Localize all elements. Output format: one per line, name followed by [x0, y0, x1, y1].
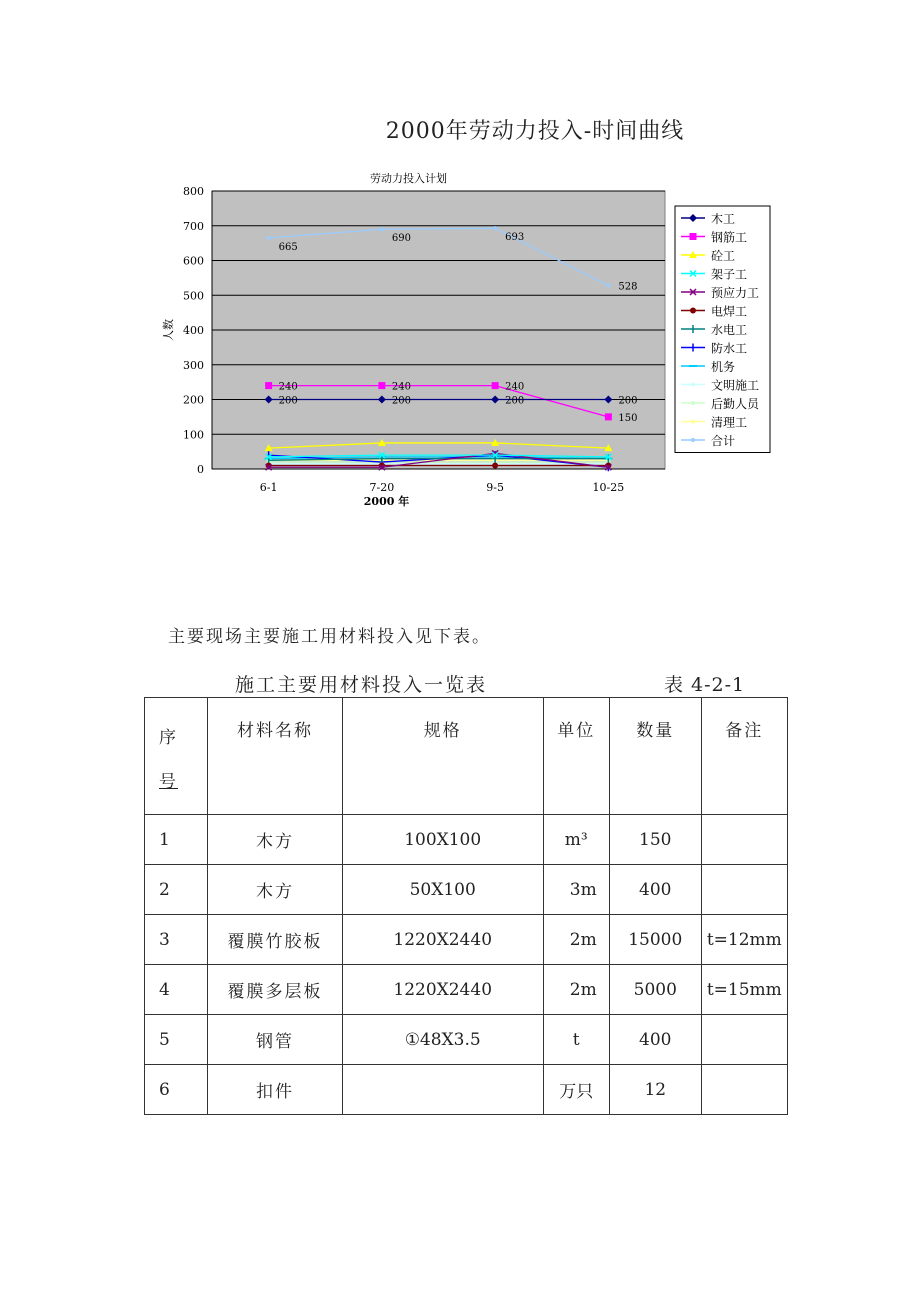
intro-paragraph: 主要现场主要施工用材料投入见下表。 — [168, 627, 491, 647]
cell-name: 木方 — [208, 865, 343, 915]
table-row — [145, 1065, 788, 1115]
header-qty: 数量 — [609, 698, 701, 815]
cell-name: 木方 — [208, 815, 343, 865]
data-label: 665 — [278, 241, 298, 253]
y-tick-label: 400 — [183, 324, 204, 337]
series-point — [492, 463, 498, 469]
table-row — [145, 915, 788, 965]
cell-seq: 6 — [145, 1065, 208, 1115]
cell-unit: 2m — [543, 915, 609, 965]
x-tick-label: 7-20 — [369, 481, 395, 494]
data-label: 528 — [618, 281, 638, 293]
cell-seq: 3 — [145, 915, 208, 965]
cell-qty: 150 — [609, 815, 701, 865]
table-row — [145, 815, 788, 865]
data-label: 200 — [505, 395, 525, 407]
y-axis-title: 人数 — [162, 319, 175, 341]
series-point — [265, 382, 272, 389]
cell-seq: 4 — [145, 965, 208, 1015]
cell-unit: 2m — [543, 965, 609, 1015]
legend-label: 水电工 — [711, 323, 748, 337]
series-point — [691, 420, 695, 424]
y-tick-label: 200 — [183, 393, 204, 407]
header-spec: 规格 — [342, 698, 543, 815]
y-tick-label: 500 — [183, 289, 204, 303]
y-tick-label: 700 — [183, 219, 204, 233]
table-row — [145, 865, 788, 915]
y-tick-label: 100 — [183, 428, 204, 442]
data-label: 200 — [391, 395, 411, 407]
y-tick-label: 300 — [183, 358, 204, 372]
data-label: 240 — [278, 381, 298, 393]
x-axis-title: 2000 年 — [363, 495, 410, 508]
data-label: 240 — [505, 381, 525, 393]
cell-qty: 12 — [609, 1065, 701, 1115]
series-point — [492, 382, 499, 389]
series-point — [378, 382, 385, 389]
table-row — [145, 965, 788, 1015]
cell-qty: 400 — [609, 865, 701, 915]
cell-qty: 5000 — [609, 965, 701, 1015]
cell-name: 钢管 — [208, 1015, 343, 1065]
x-tick-label: 9-5 — [486, 481, 504, 494]
cell-name: 覆膜竹胶板 — [208, 915, 343, 965]
series-point — [267, 236, 271, 240]
cell-unit: m³ — [543, 815, 609, 865]
header-unit: 单位 — [543, 698, 609, 815]
page-title: 2000年劳动力投入-时间曲线 — [385, 119, 685, 144]
y-tick-label: 800 — [183, 185, 204, 198]
series-point — [690, 233, 697, 240]
data-label: 200 — [278, 395, 298, 407]
cell-name: 扣件 — [208, 1065, 343, 1115]
series-point — [493, 226, 497, 230]
cell-spec: 1220X2440 — [342, 965, 543, 1015]
series-point — [691, 383, 695, 387]
legend-label: 架子工 — [711, 267, 748, 282]
table-number: 表 4-2-1 — [664, 674, 746, 696]
materials-table — [144, 697, 788, 1115]
series-point — [380, 227, 384, 231]
series-point — [690, 308, 696, 314]
cell-spec: 50X100 — [342, 865, 543, 915]
data-label: 200 — [618, 395, 638, 407]
x-tick-label: 6-1 — [259, 481, 278, 494]
cell-note: t=12mm — [701, 915, 787, 965]
series-point — [605, 413, 612, 420]
legend-label: 砼工 — [711, 249, 736, 263]
header-seq — [145, 698, 208, 815]
data-label: 690 — [391, 233, 411, 245]
legend-label: 后勤人员 — [711, 397, 760, 411]
legend-label: 文明施工 — [711, 378, 760, 393]
cell-note — [701, 815, 787, 865]
data-label: 693 — [505, 232, 525, 244]
legend-label: 机务 — [711, 360, 736, 374]
cell-unit: 3m — [543, 865, 609, 915]
table-header-row — [145, 698, 788, 815]
cell-note — [701, 1065, 787, 1115]
header-note: 备注 — [701, 698, 787, 815]
legend-label: 清理工 — [711, 415, 748, 430]
legend-label: 预应力工 — [711, 286, 760, 300]
cell-seq: 5 — [145, 1015, 208, 1065]
header-name: 材料名称 — [208, 698, 343, 815]
y-tick-label: 600 — [183, 254, 204, 268]
cell-spec: 1220X2440 — [342, 915, 543, 965]
cell-name: 覆膜多层板 — [208, 965, 343, 1015]
series-point — [691, 401, 695, 405]
header-seq-bottom: 号 — [159, 772, 178, 792]
legend-label: 木工 — [711, 212, 736, 226]
cell-spec: 100X100 — [342, 815, 543, 865]
cell-note: t=15mm — [701, 965, 787, 1015]
x-tick-label: 10-25 — [592, 481, 625, 494]
cell-qty: 15000 — [609, 915, 701, 965]
header-seq-top: 序 — [159, 728, 178, 748]
labor-chart — [150, 160, 780, 520]
cell-seq: 1 — [145, 815, 208, 865]
cell-qty: 400 — [609, 1015, 701, 1065]
cell-seq: 2 — [145, 865, 208, 915]
cell-unit: 万只 — [543, 1065, 609, 1115]
legend-label: 钢筋工 — [711, 230, 748, 245]
cell-note — [701, 1015, 787, 1065]
table-caption: 施工主要用材料投入一览表 — [235, 674, 488, 696]
cell-note — [701, 865, 787, 915]
legend-label: 防水工 — [711, 341, 748, 356]
data-label: 150 — [618, 412, 638, 424]
series-point — [691, 438, 695, 442]
series-point — [606, 284, 610, 288]
legend-label: 合计 — [711, 434, 736, 448]
y-tick-label: 0 — [197, 463, 204, 476]
legend-label: 电焊工 — [711, 304, 748, 319]
cell-spec — [342, 1065, 543, 1115]
data-label: 240 — [391, 381, 411, 393]
chart-title: 劳动力投入计划 — [370, 172, 447, 185]
cell-spec: ①48X3.5 — [342, 1015, 543, 1065]
cell-unit: t — [543, 1015, 609, 1065]
table-row — [145, 1015, 788, 1065]
